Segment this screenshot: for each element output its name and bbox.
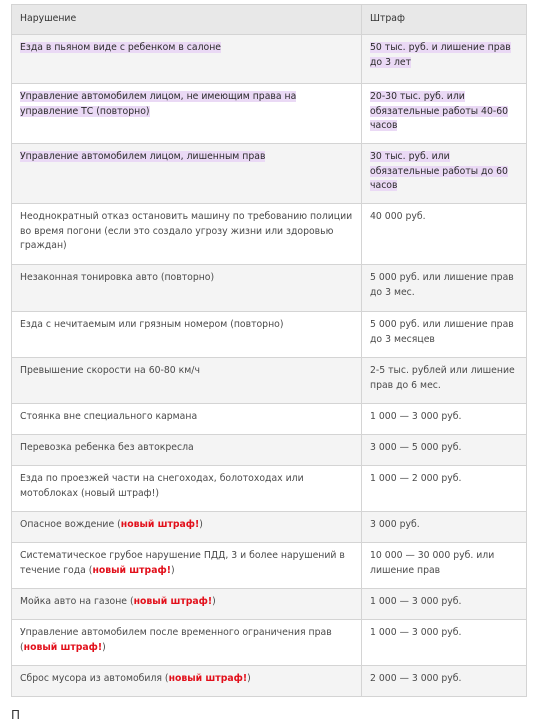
table-row [12, 512, 527, 543]
cut-off-text: П [11, 708, 21, 722]
fine-cell [362, 512, 527, 543]
fine-text: 3 000 — 5 000 руб. [370, 442, 462, 453]
violation-cell [12, 466, 362, 512]
violation-text: Езда с нечитаемым или грязным номером (повторно) [20, 319, 284, 330]
violation-cell [12, 204, 362, 265]
fine-cell [362, 466, 527, 512]
violation-cell [12, 666, 362, 697]
violation-cell [12, 435, 362, 466]
violation-text: Опасное вождение ( [20, 519, 121, 530]
fine-text: 40 000 руб. [370, 211, 426, 222]
table-row [12, 35, 527, 84]
fine-text: 1 000 — 3 000 руб. [370, 627, 462, 638]
violation-cell [12, 512, 362, 543]
violation-suffix: ) [247, 673, 251, 684]
fine-cell [362, 204, 527, 265]
new-fine-tag: новый штраф! [23, 641, 103, 653]
fine-text: 1 000 — 2 000 руб. [370, 473, 462, 484]
fine-cell [362, 589, 527, 620]
fine-cell [362, 358, 527, 404]
violation-text: Управление автомобилем лицом, не имеющим права на управление ТС (повторно) [20, 91, 297, 117]
violation-text: Сброс мусора из автомобиля ( [20, 673, 169, 684]
violation-suffix: ) [102, 641, 106, 653]
table-row [12, 312, 527, 358]
violation-text: Езда в пьяном виде с ребенком в салоне [20, 42, 222, 53]
fine-cell [362, 620, 527, 666]
fine-cell [362, 35, 527, 84]
violation-text: Перевозка ребенка без автокресла [20, 442, 194, 453]
violation-suffix: ) [199, 519, 203, 530]
violation-cell [12, 620, 362, 666]
fine-cell [362, 404, 527, 435]
table-row [12, 466, 527, 512]
fine-text: 10 000 — 30 000 руб. или лишение прав [370, 550, 495, 576]
fine-text: 1 000 — 3 000 руб. [370, 596, 462, 607]
table-row [12, 589, 527, 620]
violation-text: Управление автомобилем лицом, лишенным прав [20, 151, 266, 162]
fine-cell [362, 666, 527, 697]
fine-cell [362, 312, 527, 358]
violation-cell [12, 84, 362, 144]
fine-text: 5 000 руб. или лишение прав до 3 мес. [370, 272, 514, 298]
fine-text: 20-30 тыс. руб. или обязательные работы 40-60 часов [370, 91, 509, 131]
new-fine-tag: новый штраф! [168, 673, 248, 684]
table-row [12, 666, 527, 697]
violation-text: Управление автомобилем после временного ограничения прав ( [20, 627, 332, 653]
header-violation: Нарушение [12, 5, 362, 35]
fine-text: 2 000 — 3 000 руб. [370, 673, 462, 684]
new-fine-tag: новый штраф! [92, 564, 171, 576]
fine-text: 50 тыс. руб. и лишение прав до 3 лет [370, 42, 511, 68]
violation-cell [12, 312, 362, 358]
header-fine: Штраф [362, 5, 527, 35]
violation-text: Мойка авто на газоне ( [20, 596, 134, 607]
violation-text: Систематическое грубое нарушение ПДД, 3 и более нарушений в течение года ( [20, 550, 345, 576]
fine-cell [362, 435, 527, 466]
table-row [12, 435, 527, 466]
table-row [12, 144, 527, 204]
violation-cell [12, 35, 362, 84]
fine-text: 5 000 руб. или лишение прав до 3 месяцев [370, 319, 514, 345]
violation-text: Незаконная тонировка авто (повторно) [20, 272, 215, 283]
violation-cell [12, 589, 362, 620]
new-fine-tag: новый штраф! [120, 519, 200, 530]
table-row [12, 358, 527, 404]
violation-cell [12, 404, 362, 435]
violation-cell [12, 144, 362, 204]
fine-cell [362, 144, 527, 204]
violation-cell [12, 358, 362, 404]
table-row [12, 265, 527, 312]
fine-cell [362, 84, 527, 144]
fine-text: 1 000 — 3 000 руб. [370, 411, 462, 422]
fine-cell [362, 543, 527, 589]
violation-suffix: ) [170, 564, 175, 576]
table-row [12, 404, 527, 435]
violation-text: Стоянка вне специального кармана [20, 411, 198, 422]
table-row [12, 620, 527, 666]
fine-cell [362, 265, 527, 312]
violation-text: Превышение скорости на 60-80 км/ч [20, 365, 200, 376]
new-fine-tag: новый штраф! [133, 596, 213, 607]
fine-text: 30 тыс. руб. или обязательные работы до 60 часов [370, 151, 508, 191]
table-row [12, 204, 527, 265]
fine-text: 3 000 руб. [370, 519, 420, 530]
fine-text: 2-5 тыс. рублей или лишение прав до 6 мес. [370, 365, 515, 391]
violation-text: Езда по проезжей части на снегоходах, болотоходах или мотоблоках (новый штраф!) [20, 473, 304, 499]
violation-text: Неоднократный отказ остановить машину по требованию полиции во время погони (если это создало угрозу жизни или здоровью граждан) [20, 211, 353, 251]
table-row [12, 543, 527, 589]
violation-cell [12, 265, 362, 312]
table-row [12, 84, 527, 144]
table-header-row [12, 5, 527, 35]
fines-table [11, 4, 527, 697]
violation-cell [12, 543, 362, 589]
violation-suffix: ) [212, 596, 216, 607]
